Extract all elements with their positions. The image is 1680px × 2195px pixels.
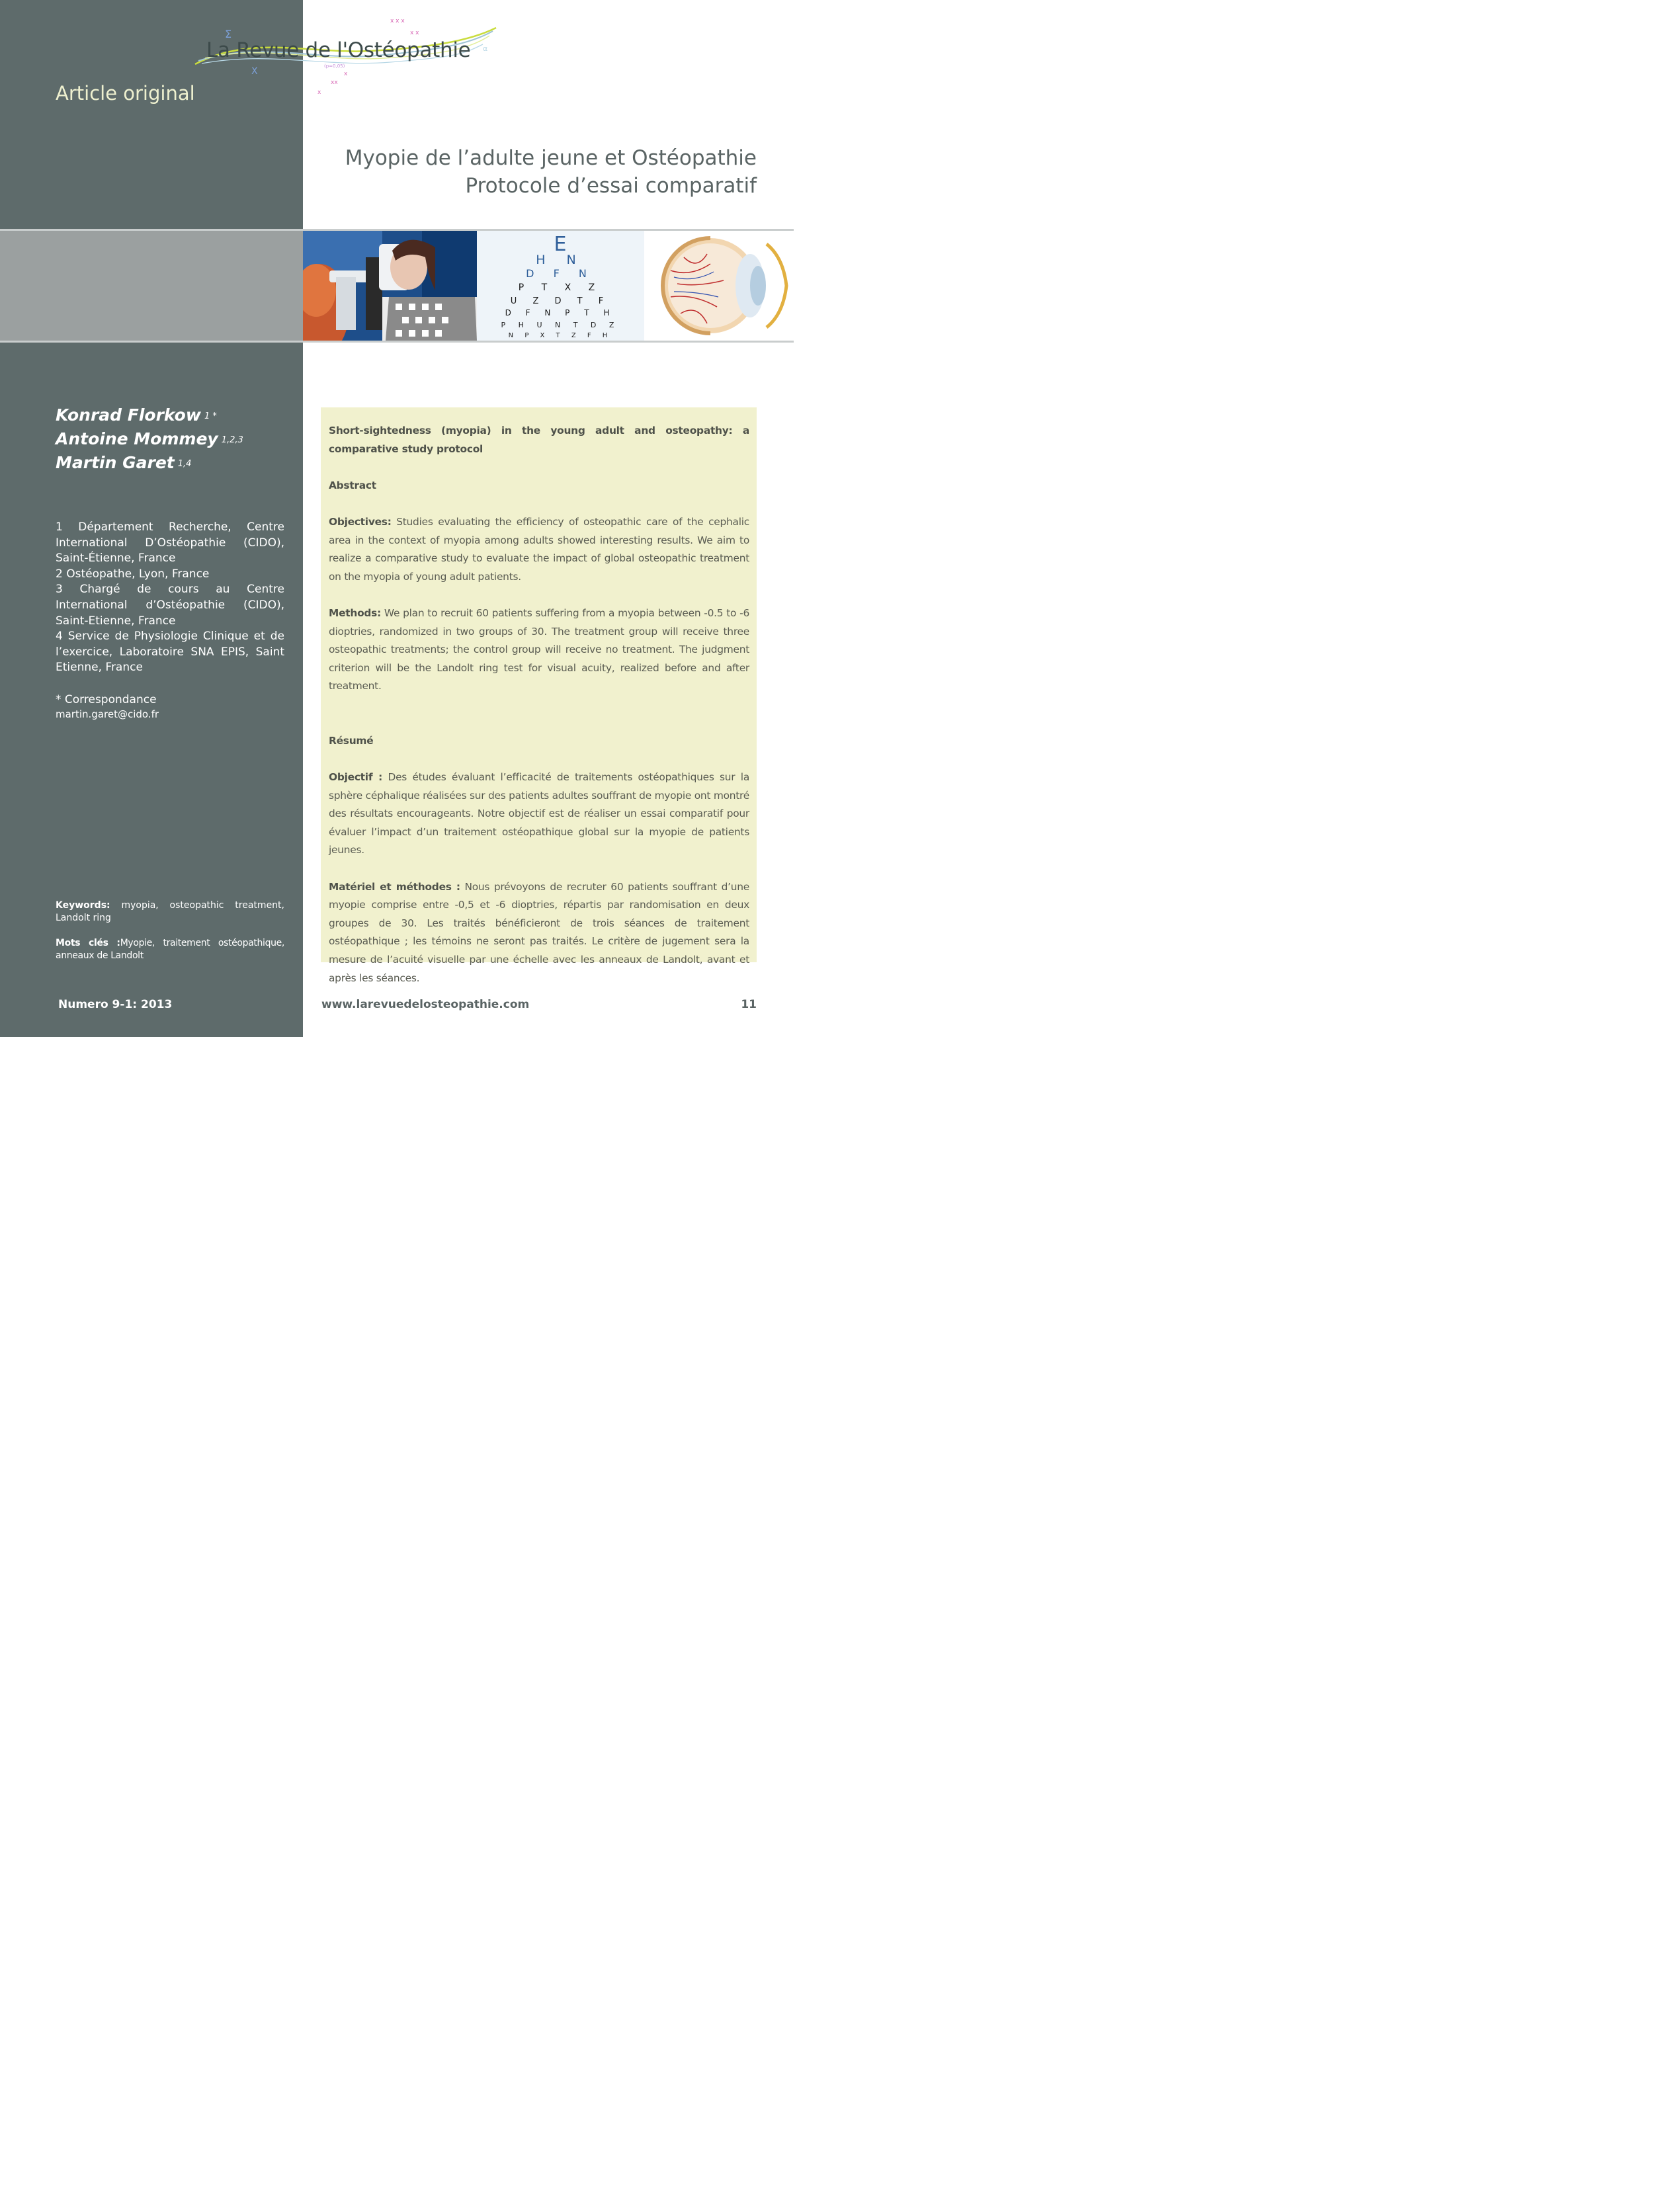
correspondence-label: * Correspondance <box>56 693 157 706</box>
eye-chart-row: D F N P T H <box>505 308 616 317</box>
mots-cles-label: Mots clés : <box>56 938 120 948</box>
author-1: Konrad Florkow $^{1 *}$ <box>56 405 217 425</box>
svg-text:(p=0,05): (p=0,05) <box>324 63 345 69</box>
svg-text:x x: x x <box>410 30 419 36</box>
objectif-label: Objectif : <box>329 771 383 784</box>
eye-chart-row: E <box>554 233 567 256</box>
objectif-text: Des études évaluant l’efficacité de traitements ostéopathiques sur la sphère céphalique réalisées sur des patients adultes souffrant de myopie ont montré des résultats encourageants. Notre objectif est de réaliser un essai comparatif pour évaluer l’impact d’un traitement ostéopathique global sur la myopie de patients jeunes. <box>329 771 749 856</box>
svg-text:x: x <box>344 71 348 77</box>
svg-text:x: x <box>317 89 321 96</box>
journal-name: La Revue de l'Ostéopathie <box>206 38 471 62</box>
website-link[interactable]: www.larevuedelosteopathie.com <box>321 998 530 1011</box>
correspondence-email[interactable]: martin.garet@cido.fr <box>56 708 159 720</box>
image-band-grey <box>0 231 303 341</box>
photo-eye-anatomy <box>644 231 794 341</box>
title-line-1: Myopie de l’adulte jeune et Ostéopathie <box>345 146 757 170</box>
article-title <box>320 144 757 200</box>
svg-text:xx: xx <box>331 79 338 86</box>
keywords-text: myopia, osteopathic treatment, Landolt ring <box>56 900 284 923</box>
materiel-label: Matériel et méthodes : <box>329 880 460 893</box>
objectives-text: Studies evaluating the efficiency of osteopathic care of the cephalic area in the context of myopia among adults showed interesting results. We aim to realize a comparative study to evaluate the impact of global osteopathic treatment on the myopia of young adult patients. <box>329 515 749 583</box>
methods-paragraph <box>329 604 749 696</box>
issue-number: Numero 9-1: 2013 <box>58 998 173 1011</box>
page-number: 11 <box>741 998 757 1011</box>
materiel-text: Nous prévoyons de recruter 60 patients souffrant d’une myopie comprise entre -0,5 et -6 dioptries, répartis par randomisation en deux groupes de 30. Les traités bénéficieront de trois séances de traitement ostéopathique ; les témoins ne seront pas traités. Le critère de jugement sera la mesure de l’acuité visuelle par une échelle avec les anneaux de Landolt, avant et après les séances. <box>329 880 749 984</box>
correspondence <box>56 692 287 721</box>
affiliation-4: 4 Service de Physiologie Clinique et de l’exercice, Laboratoire SNA EPIS, Saint Etienne, France <box>56 630 284 675</box>
svg-text:X: X <box>251 66 258 77</box>
english-title: Short-sightedness (myopia) in the young adult and osteopathy: a comparative study protocol <box>329 425 749 455</box>
methods-text: We plan to recruit 60 patients suffering from a myopia between -0.5 to -6 dioptries, randomized in two groups of 30. The treatment group will receive three osteopathic treatments; the control group will receive no treatment. The judgment criterion will be the Landolt ring test for visual acuity, realized before and after treatment. <box>329 606 749 692</box>
resume-heading: Résumé <box>329 734 374 747</box>
eye-chart-row: P H U N T D Z <box>501 321 620 329</box>
author-3: Martin Garet $^{1,4}$ <box>56 453 192 472</box>
photo-eye-chart <box>477 231 644 341</box>
affiliation-1: 1 Département Recherche, Centre International D’Ostéopathie (CIDO), Saint-Étienne, France <box>56 520 284 565</box>
affiliation-3: 3 Chargé de cours au Centre International d’Ostéopathie (CIDO), Saint-Etienne, France <box>56 583 284 628</box>
svg-text:Σ: Σ <box>225 28 232 40</box>
materiel-paragraph <box>329 878 749 988</box>
svg-text:α: α <box>483 44 488 53</box>
keywords-label: Keywords: <box>56 900 110 911</box>
author-list <box>56 403 294 475</box>
eye-chart-row: D F N <box>526 267 595 280</box>
keywords <box>56 899 284 925</box>
photo-eye-exam <box>303 231 477 341</box>
eye-chart-row: P T X Z <box>518 282 603 293</box>
mots-cles-text: Myopie, traitement ostéopathique, anneaux de Landolt <box>56 938 284 961</box>
affiliation-2: 2 Ostéopathe, Lyon, France <box>56 567 210 581</box>
objectives-paragraph <box>329 513 749 586</box>
eye-chart-row: H N <box>536 253 585 267</box>
abstract-box <box>321 407 757 984</box>
title-line-2: Protocole d’essai comparatif <box>465 174 757 198</box>
article-type: Article original <box>56 82 195 104</box>
methods-label: Methods: <box>329 606 381 619</box>
svg-text:x x x: x x x <box>390 18 405 24</box>
abstract-heading: Abstract <box>329 479 376 491</box>
eye-chart-row: U Z D T F <box>510 296 610 306</box>
eye-chart-row: N P X T Z F H <box>508 332 612 339</box>
mots-cles <box>56 937 284 962</box>
affiliation-list <box>56 520 284 676</box>
objectif-paragraph <box>329 768 749 860</box>
author-2: Antoine Mommey $^{1,2,3}$ <box>56 429 243 448</box>
objectives-label: Objectives: <box>329 515 392 528</box>
